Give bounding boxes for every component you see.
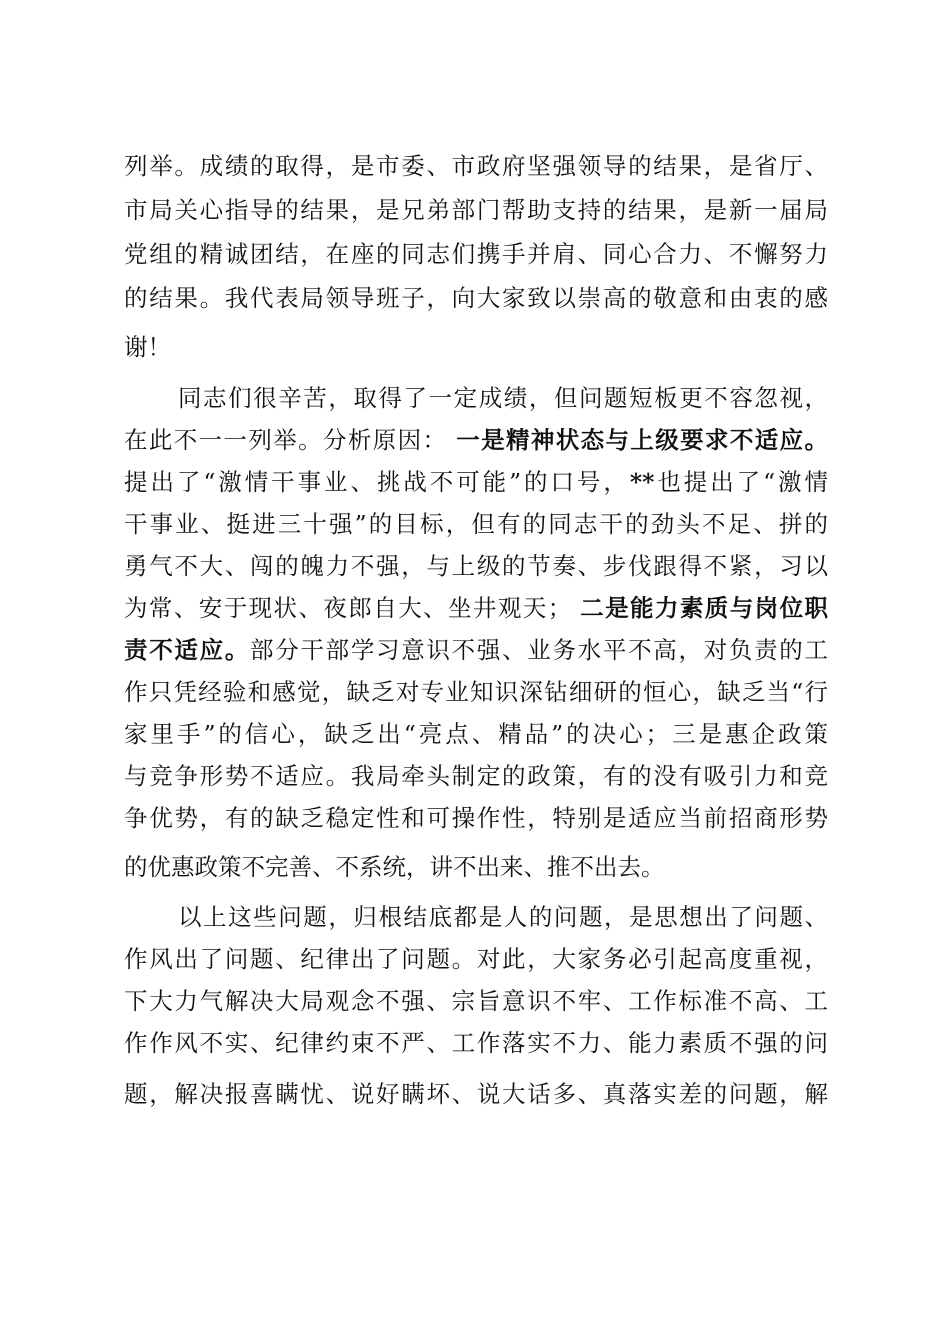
text-segment: 干事业、挺进三十强”的目标，但有的同志干的劲头不足、拼的: [124, 510, 828, 538]
text-segment: 的结果。我代表局领导班子，向大家致以崇高的敬意和由衷的感: [124, 284, 828, 312]
text-line: [124, 1026, 828, 1060]
text-line: [124, 549, 828, 583]
text-line: [124, 281, 828, 315]
text-line: [124, 591, 828, 625]
text-segment: 作只凭经验和感觉，缺乏对专业知识深钻细研的恒心，缺乏当“行: [124, 678, 828, 706]
text-line: [124, 942, 828, 976]
text-segment: 以上这些问题，归根结底都是人的问题，是思想出了问题、: [178, 903, 828, 931]
bold-placeholder-segment: **: [629, 468, 655, 496]
text-line: [124, 717, 828, 751]
text-segment: 作风出了问题、纪律出了问题。对此，大家务必引起高度重视，: [124, 945, 828, 973]
bold-heading-segment: 一是精神状态与上级要求不适应。: [456, 426, 828, 454]
text-line: [124, 759, 828, 793]
text-segment: 与竞争形势不适应。我局牵头制定的政策，有的没有吸引力和竞: [124, 762, 828, 790]
text-line: [124, 633, 828, 667]
text-segment: 市局关心指导的结果，是兄弟部门帮助支持的结果，是新一届局: [124, 196, 828, 224]
text-segment: 党组的精诚团结，在座的同志们携手并肩、同心合力、不懈努力: [124, 240, 828, 268]
text-line: [124, 507, 828, 541]
bold-heading-segment: 责不适应。: [124, 636, 251, 664]
text-segment: 勇气不大、闯的魄力不强，与上级的节奏、步伐跟得不紧，习以: [124, 552, 828, 580]
text-segment: 家里手”的信心，缺乏出“亮点、精品”的决心；三是惠企政策: [124, 720, 828, 748]
text-segment: 部分干部学习意识不强、业务水平不高，对负责的工: [250, 636, 828, 664]
bold-heading-segment: 二是能力素质与岗位职: [580, 594, 828, 622]
text-line: [124, 237, 828, 271]
text-segment: 在此不一一列举。分析原因：: [124, 426, 457, 454]
text-line: [124, 801, 828, 835]
text-segment: 作作风不实、纪律约束不严、工作落实不力、能力素质不强的问: [124, 1029, 828, 1057]
text-line: [124, 850, 828, 884]
paragraph-first-line: [178, 381, 828, 415]
text-line: [124, 193, 828, 227]
text-segment: 争优势，有的缺乏稳定性和可操作性，特别是适应当前招商形势: [124, 804, 828, 832]
text-line: [124, 330, 828, 364]
text-segment: 为常、安于现状、夜郎自大、坐井观天；: [124, 594, 581, 622]
text-segment: 提出了“激情干事业、挑战不可能”的口号，: [124, 468, 630, 496]
text-segment: 同志们很辛苦，取得了一定成绩，但问题短板更不容忽视，: [178, 384, 828, 412]
text-segment: 下大力气解决大局观念不强、宗旨意识不牢、工作标准不高、工: [124, 987, 828, 1015]
text-segment: 的优惠政策不完善、不系统，讲不出来、推不出去。: [124, 853, 665, 881]
text-line: [124, 149, 828, 183]
paragraph-first-line: [178, 900, 828, 934]
text-segment: 也提出了“激情: [654, 468, 828, 496]
text-line: [124, 465, 828, 499]
text-segment: 题，解决报喜瞒忧、说好瞒坏、说大话多、真落实差的问题，解: [124, 1080, 828, 1108]
text-segment: 列举。成绩的取得，是市委、市政府坚强领导的结果，是省厅、: [124, 152, 828, 180]
text-segment: 谢！: [124, 333, 171, 361]
text-line: [124, 423, 828, 457]
text-line: [124, 984, 828, 1018]
text-line: [124, 675, 828, 709]
text-line: [124, 1077, 828, 1111]
